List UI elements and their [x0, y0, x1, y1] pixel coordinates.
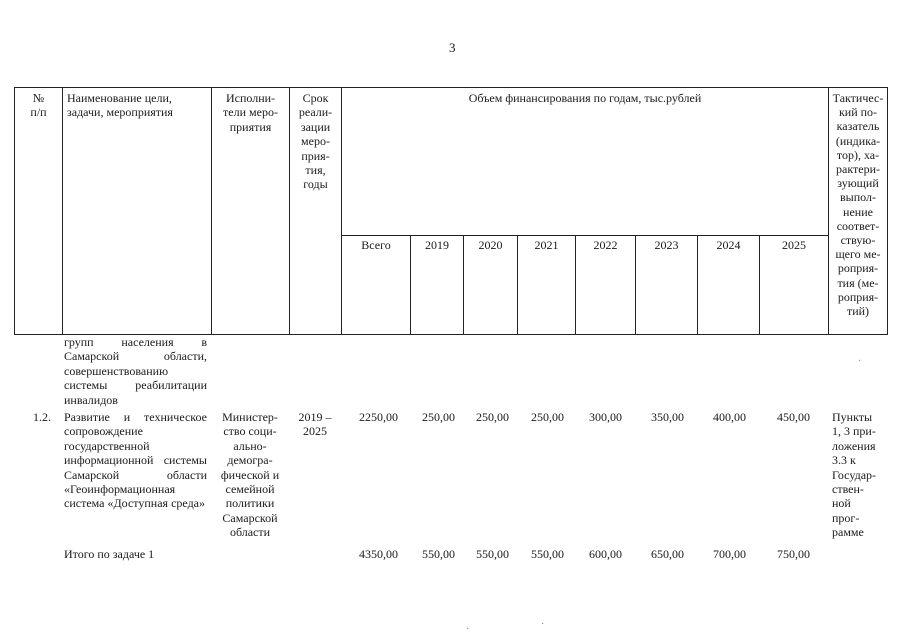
header-year-2019: 2019: [425, 238, 449, 252]
total-value-2021: 550,00: [531, 547, 564, 561]
row-value-2019: 250,00: [422, 410, 455, 424]
header-name: Наименование цели, задачи, мероприятия: [67, 91, 173, 120]
header-year-total: Всего: [361, 238, 391, 252]
row-value-2020: 250,00: [476, 410, 509, 424]
header-indicator: Тактичес- кий по- казатель (индика- тор), ха- рактери- зующий выпол- нение соответ- ствую- щего ме- роприя- тия (ме- роприя- тий): [832, 91, 884, 319]
header-term: Срок реали- зации меро- прия- тия, годы: [298, 91, 333, 192]
total-value-2020: 550,00: [476, 547, 509, 561]
row-term: 2019 – 2025: [298, 410, 332, 439]
header-year-2020: 2020: [478, 238, 503, 252]
page-number: 3: [449, 40, 456, 55]
continuation-name: групп населения в Самарской области, совершенствованию системы реабилитации инвалидов: [64, 335, 207, 407]
header-year-2024: 2024: [716, 238, 741, 252]
total-label: Итого по задаче 1: [64, 547, 155, 561]
total-value-2023: 650,00: [651, 547, 684, 561]
row-value-2023: 350,00: [651, 410, 684, 424]
total-value-2022: 600,00: [589, 547, 622, 561]
row-value-2025: 450,00: [777, 410, 810, 424]
header-financing: Объем финансирования по годам, тыс.рублей: [468, 91, 702, 105]
scan-speck: ·: [466, 624, 470, 635]
row-num: 1.2.: [33, 410, 51, 424]
row-value-2022: 300,00: [589, 410, 622, 424]
row-value-2024: 400,00: [713, 410, 746, 424]
scan-speck: ·: [541, 619, 545, 630]
total-value-2019: 550,00: [422, 547, 455, 561]
header-num: № п/п: [30, 91, 47, 120]
row-value-2021: 250,00: [531, 410, 564, 424]
row-indicator: Пункты 1, 3 при- ложения 3.3 к Государ- ствен- ной прог- рамме: [832, 410, 877, 540]
header-year-2021: 2021: [534, 238, 559, 252]
row-executor: Министер- ство соци- ально- демогра- фической и семейной политики Самарской области: [220, 410, 280, 540]
scan-speck: ·: [858, 356, 862, 367]
header-year-2022: 2022: [593, 238, 618, 252]
total-value-2024: 700,00: [713, 547, 746, 561]
header-year-2023: 2023: [654, 238, 679, 252]
total-value-2025: 750,00: [777, 547, 810, 561]
total-value-total: 4350,00: [359, 547, 398, 561]
table-header: [14, 87, 888, 335]
row-name: Развитие и техническое сопровождение государственной информационной системы Самарской области «Геоинформационная система «Доступная среда»: [64, 410, 207, 511]
header-executors: Исполни- тели меро- приятия: [223, 91, 278, 134]
header-year-2025: 2025: [782, 238, 806, 252]
row-value-total: 2250,00: [359, 410, 398, 424]
